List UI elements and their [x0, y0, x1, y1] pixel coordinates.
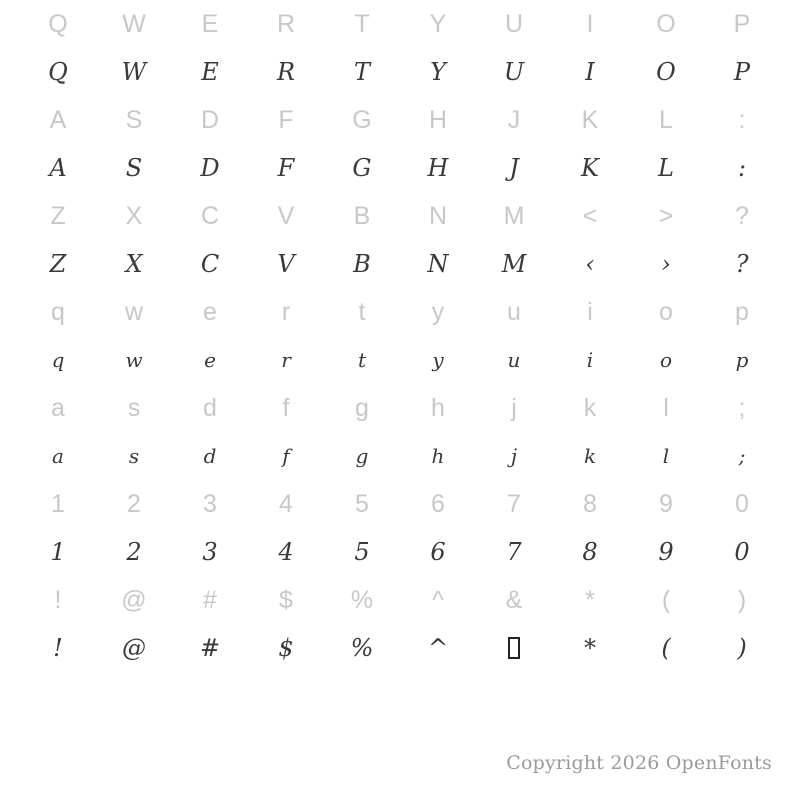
- glyph-cell: 4: [279, 489, 293, 518]
- glyph-cell: 1: [50, 538, 66, 566]
- glyph-cell: C: [200, 250, 220, 278]
- glyph-cell: W: [122, 9, 146, 38]
- glyph-cell: ;: [738, 393, 746, 422]
- glyph-cell: 0: [734, 538, 750, 566]
- glyph-cell: K: [581, 105, 599, 134]
- glyph-cell: y: [432, 348, 444, 372]
- glyph-cell: O: [656, 58, 676, 86]
- glyph-cell: #: [203, 585, 217, 614]
- missing-glyph-box-icon: [508, 637, 520, 659]
- glyph-cell: H: [427, 154, 449, 182]
- glyph-cell: X: [125, 201, 143, 230]
- glyph-cell: $: [279, 585, 293, 614]
- glyph-cell: q: [51, 348, 65, 372]
- glyph-cell: s: [127, 393, 141, 422]
- glyph-cell: T: [354, 9, 370, 38]
- glyph-cell: k: [583, 393, 597, 422]
- glyph-cell: L: [658, 154, 674, 182]
- glyph-cell: M: [503, 201, 525, 230]
- glyph-cell: 9: [658, 538, 674, 566]
- glyph-cell: 7: [506, 538, 522, 566]
- glyph-cell: Y: [430, 58, 446, 86]
- glyph-cell: ›: [661, 250, 671, 278]
- glyph-cell: ): [737, 585, 747, 614]
- glyph-cell: r: [281, 297, 291, 326]
- glyph-cell: <: [582, 201, 598, 230]
- glyph-cell: a: [52, 444, 64, 468]
- glyph-cell: @: [122, 634, 146, 662]
- glyph-cell: *: [585, 585, 595, 614]
- glyph-cell: 1: [51, 489, 65, 518]
- glyph-cell: E: [201, 58, 219, 86]
- glyph-cell: !: [54, 585, 62, 614]
- glyph-cell: N: [427, 250, 449, 278]
- glyph-cell: J: [509, 154, 519, 182]
- glyph-cell: 8: [583, 489, 597, 518]
- glyph-cell: B: [353, 250, 371, 278]
- glyph-cell: O: [656, 9, 676, 38]
- glyph-cell: A: [49, 105, 67, 134]
- glyph-cell: Q: [48, 58, 68, 86]
- glyph-cell: M: [501, 250, 527, 278]
- glyph-cell: V: [277, 201, 295, 230]
- glyph-cell: l: [663, 393, 669, 422]
- glyph-cell: &: [505, 585, 523, 614]
- glyph-cell: d: [203, 393, 217, 422]
- glyph-cell: i: [586, 348, 594, 372]
- glyph-cell: 7: [507, 489, 521, 518]
- glyph-cell: ^: [432, 585, 444, 614]
- glyph-cell: 3: [203, 489, 217, 518]
- glyph-cell: k: [583, 444, 597, 468]
- glyph-cell: j: [511, 393, 517, 422]
- glyph-cell: 8: [582, 538, 598, 566]
- glyph-cell: P: [733, 58, 751, 86]
- glyph-cell: s: [128, 444, 140, 468]
- glyph-cell: U: [504, 9, 524, 38]
- glyph-cell: h: [431, 444, 445, 468]
- glyph-cell: 6: [430, 538, 446, 566]
- glyph-cell: L: [659, 105, 673, 134]
- glyph-cell: (: [661, 585, 671, 614]
- glyph-cell: o: [659, 297, 673, 326]
- glyph-cell: S: [125, 154, 143, 182]
- glyph-cell: @: [121, 585, 147, 614]
- glyph-cell: 9: [659, 489, 673, 518]
- glyph-cell: 5: [355, 489, 369, 518]
- glyph-cell: T: [353, 58, 370, 86]
- glyph-cell: I: [586, 9, 594, 38]
- glyph-cell: U: [503, 58, 525, 86]
- glyph-cell: G: [352, 154, 372, 182]
- glyph-cell: $: [278, 634, 294, 662]
- glyph-cell: u: [507, 348, 521, 372]
- glyph-cell: u: [507, 297, 521, 326]
- glyph-cell: Y: [429, 9, 447, 38]
- glyph-cell: B: [353, 201, 371, 230]
- glyph-cell: D: [200, 105, 220, 134]
- glyph-cell: i: [587, 297, 593, 326]
- glyph-cell: y: [431, 297, 445, 326]
- glyph-cell: W: [121, 58, 147, 86]
- glyph-cell: %: [350, 634, 374, 662]
- glyph-cell: w: [124, 297, 144, 326]
- glyph-cell: 4: [278, 538, 294, 566]
- glyph-cell: Q: [48, 9, 68, 38]
- glyph-cell: 2: [126, 538, 142, 566]
- glyph-cell: h: [431, 393, 445, 422]
- glyph-cell: 0: [735, 489, 749, 518]
- glyph-cell: w: [125, 348, 143, 372]
- glyph-cell: t: [358, 297, 366, 326]
- glyph-cell: f: [282, 444, 290, 468]
- glyph-cell: F: [277, 154, 295, 182]
- glyph-cell: S: [125, 105, 143, 134]
- glyph-cell: (: [661, 634, 671, 662]
- glyph-cell: r: [281, 348, 291, 372]
- glyph-cell: e: [204, 348, 216, 372]
- glyph-cell: d: [203, 444, 217, 468]
- glyph-cell: t: [357, 348, 367, 372]
- glyph-cell: p: [735, 297, 749, 326]
- glyph-cell: ): [737, 634, 747, 662]
- glyph-cell: ‹: [585, 250, 595, 278]
- glyph-cell: I: [585, 58, 595, 86]
- glyph-cell: H: [428, 105, 448, 134]
- glyph-cell: [476, 624, 552, 672]
- glyph-cell: ;: [738, 444, 746, 468]
- glyph-cell: :: [737, 154, 747, 182]
- glyph-cell: 5: [354, 538, 370, 566]
- glyph-cell: j: [510, 444, 518, 468]
- glyph-cell: g: [355, 393, 369, 422]
- glyph-cell: %: [350, 585, 374, 614]
- glyph-cell: l: [662, 444, 670, 468]
- glyph-cell: E: [201, 9, 219, 38]
- glyph-cell: J: [507, 105, 521, 134]
- glyph-cell: R: [276, 9, 296, 38]
- glyph-cell: C: [200, 201, 220, 230]
- glyph-cell: !: [53, 634, 63, 662]
- glyph-cell: o: [659, 348, 673, 372]
- glyph-cell: F: [278, 105, 294, 134]
- glyph-cell: 6: [431, 489, 445, 518]
- glyph-cell: q: [51, 297, 65, 326]
- glyph-grid: [20, 0, 780, 672]
- glyph-cell: D: [200, 154, 220, 182]
- glyph-cell: N: [428, 201, 448, 230]
- glyph-cell: K: [581, 154, 599, 182]
- glyph-cell: p: [735, 348, 749, 372]
- glyph-cell: #: [199, 634, 221, 662]
- glyph-cell: Z: [49, 250, 67, 278]
- glyph-cell: :: [738, 105, 746, 134]
- glyph-cell: P: [733, 9, 751, 38]
- glyph-cell: A: [49, 154, 67, 182]
- glyph-cell: X: [125, 250, 143, 278]
- glyph-cell: >: [658, 201, 674, 230]
- glyph-cell: g: [355, 444, 369, 468]
- glyph-cell: f: [282, 393, 290, 422]
- glyph-cell: *: [584, 634, 596, 662]
- copyright-notice: Copyright 2026 OpenFonts: [506, 752, 772, 774]
- glyph-cell: 3: [202, 538, 218, 566]
- glyph-cell: ?: [735, 250, 749, 278]
- glyph-cell: 2: [127, 489, 141, 518]
- glyph-cell: e: [203, 297, 217, 326]
- glyph-cell: a: [51, 393, 65, 422]
- glyph-cell: G: [352, 105, 372, 134]
- glyph-cell: V: [277, 250, 295, 278]
- glyph-cell: ?: [735, 201, 749, 230]
- glyph-cell: Z: [50, 201, 66, 230]
- glyph-cell: ^: [427, 634, 449, 662]
- glyph-cell: R: [276, 58, 296, 86]
